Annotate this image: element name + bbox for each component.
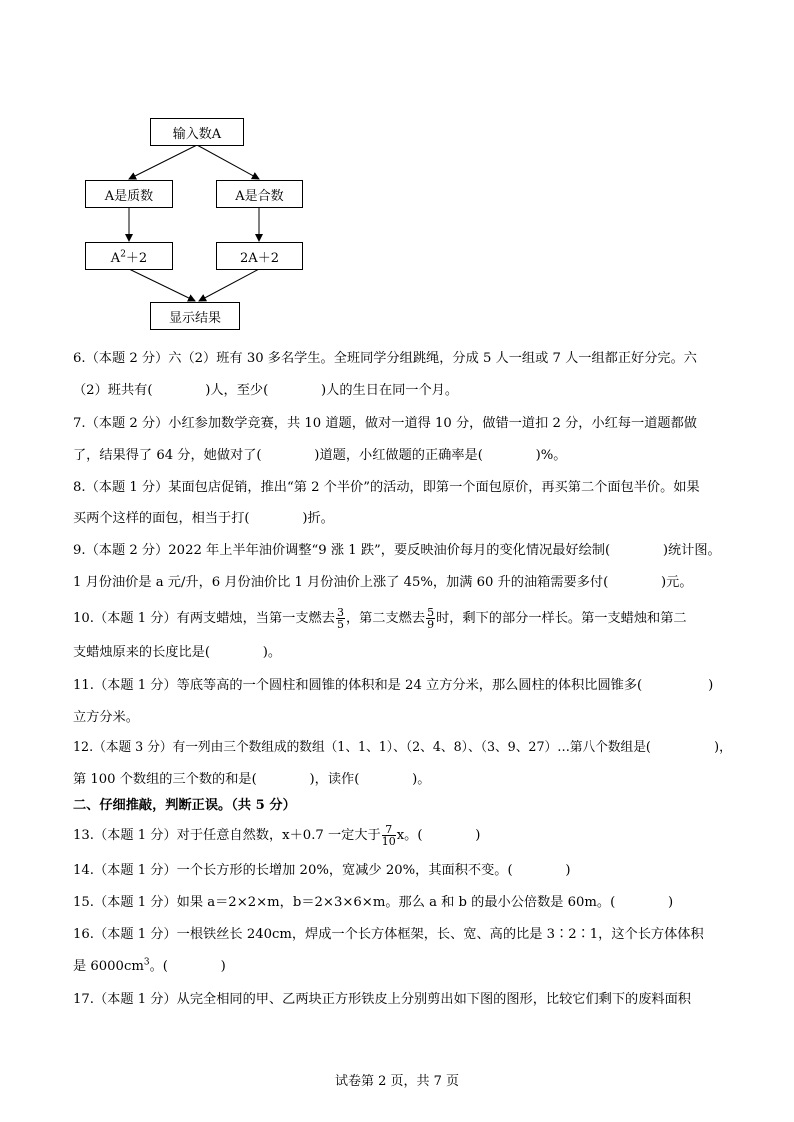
q17-line1: 17.（本题 1 分）从完全相同的甲、乙两块正方形铁皮上分别剪出如下图的图形，比较它们剩下的废料面积 bbox=[73, 992, 691, 1007]
fraction-denominator: 5 bbox=[336, 618, 344, 631]
fraction-five-ninths bbox=[426, 607, 435, 630]
fraction-denominator: 9 bbox=[427, 618, 435, 631]
flow-input-box bbox=[150, 118, 244, 146]
fraction-seven-tenths bbox=[382, 824, 396, 847]
flow-composite-formula: 2A＋2 bbox=[240, 250, 279, 266]
q16-text-b: 。( ) bbox=[149, 959, 226, 974]
fraction-denominator: 10 bbox=[381, 835, 396, 848]
q10-text-b: ，第二支燃去 bbox=[345, 611, 426, 626]
flow-prime-formula bbox=[111, 247, 147, 266]
q16-line1: 16.（本题 1 分）一根铁丝长 240cm，焊成一个长方体框架，长、宽、高的比是 3∶2∶1，这个长方体体积 bbox=[73, 927, 704, 942]
q13-line bbox=[73, 822, 480, 850]
q15-line: 15.（本题 1 分）如果 a＝2×2×m，b＝2×3×6×m。那么 a 和 b 的最小公倍数是 60m。( ) bbox=[73, 895, 674, 910]
q11-line1: 11.（本题 1 分）等底等高的一个圆柱和圆锥的体积和是 24 立方分米，那么圆柱的体积比圆锥多( ) bbox=[73, 678, 714, 693]
q9-line2: 1 月份油价是 a 元/升，6 月份油价比 1 月份油价上涨了 45%，加满 60 升的油箱需要多付( )元。 bbox=[73, 575, 693, 590]
flow-composite-label: A是合数 bbox=[235, 188, 284, 204]
q10-line1 bbox=[73, 605, 687, 633]
q16-text-a: 是 6000cm bbox=[73, 959, 144, 974]
q7-line1: 7.（本题 2 分）小红参加数学竞赛，共 10 道题，做对一道得 10 分，做错一道扣 2 分，小红每一道题都做 bbox=[73, 416, 697, 431]
q9-line1: 9.（本题 2 分）2022 年上半年油价调整“9 涨 1 跌”，要反映油价每月的变化情况最好绘制( )统计图。 bbox=[73, 543, 721, 558]
formula-rest: ＋2 bbox=[125, 250, 148, 266]
q7-line2: 了，结果得了 64 分，她做对了( )道题，小红做题的正确率是( )%。 bbox=[73, 448, 567, 463]
section-heading-2: 二、仔细推敲，判断正误。（共 5 分） bbox=[73, 798, 296, 813]
q16-line2 bbox=[73, 957, 226, 977]
q13-text-b: x。( ) bbox=[396, 828, 481, 843]
fraction-numerator: 3 bbox=[336, 606, 344, 619]
flow-composite-formula-box bbox=[216, 242, 303, 270]
q16-exponent: 3 bbox=[143, 957, 150, 968]
q11-line2: 立方分米。 bbox=[73, 710, 139, 725]
page-footer: 试卷第 2 页，共 7 页 bbox=[334, 1074, 460, 1089]
flow-prime-formula-box bbox=[85, 242, 173, 270]
fraction-numerator: 7 bbox=[382, 824, 396, 836]
q13-text-a: 13.（本题 1 分）对于任意自然数，x＋0.7 一定大于 bbox=[73, 828, 381, 843]
flow-prime-label: A是质数 bbox=[104, 188, 154, 204]
formula-exponent: 2 bbox=[120, 249, 126, 260]
flowchart bbox=[0, 0, 794, 340]
q10-line2: 支蜡烛原来的长度比是( )。 bbox=[73, 645, 282, 660]
q12-line1: 12.（本题 3 分）有一列由三个数组成的数组（1、1、1）、（2、4、8）、（3、9、27）…第八个数组是( )， bbox=[73, 740, 732, 755]
flow-result-label: 显示结果 bbox=[168, 310, 221, 326]
q6-line1: 6.（本题 2 分）六（2）班有 30 多名学生。全班同学分组跳绳，分成 5 人一组或 7 人一组都正好分完。六 bbox=[73, 351, 697, 366]
q8-line2: 买两个这样的面包，相当于打( )折。 bbox=[73, 511, 334, 526]
q14-line: 14.（本题 1 分）一个长方形的长增加 20%，宽减少 20%，其面积不变。( ) bbox=[73, 863, 571, 878]
flow-result-box bbox=[150, 302, 240, 330]
formula-base: A bbox=[110, 250, 121, 266]
q10-text-a: 10.（本题 1 分）有两支蜡烛，当第一支燃去 bbox=[73, 611, 335, 626]
flow-input-label: 输入数A bbox=[172, 126, 222, 142]
flow-prime-box bbox=[85, 180, 173, 208]
fraction-numerator: 5 bbox=[427, 606, 435, 619]
q8-line1: 8.（本题 1 分）某面包店促销，推出“第 2 个半价”的活动，即第一个面包原价，再买第二个面包半价。如果 bbox=[73, 480, 700, 495]
q6-line2: （2）班共有( )人，至少( )人的生日在同一个月。 bbox=[73, 383, 459, 398]
flow-composite-box bbox=[216, 180, 303, 208]
flowchart-arrows bbox=[0, 0, 794, 340]
q10-text-c: 时，剩下的部分一样长。第一支蜡烛和第二 bbox=[436, 611, 687, 626]
q12-line2: 第 100 个数组的三个数的和是( )，读作( )。 bbox=[73, 772, 431, 787]
fraction-three-fifths bbox=[336, 607, 345, 630]
